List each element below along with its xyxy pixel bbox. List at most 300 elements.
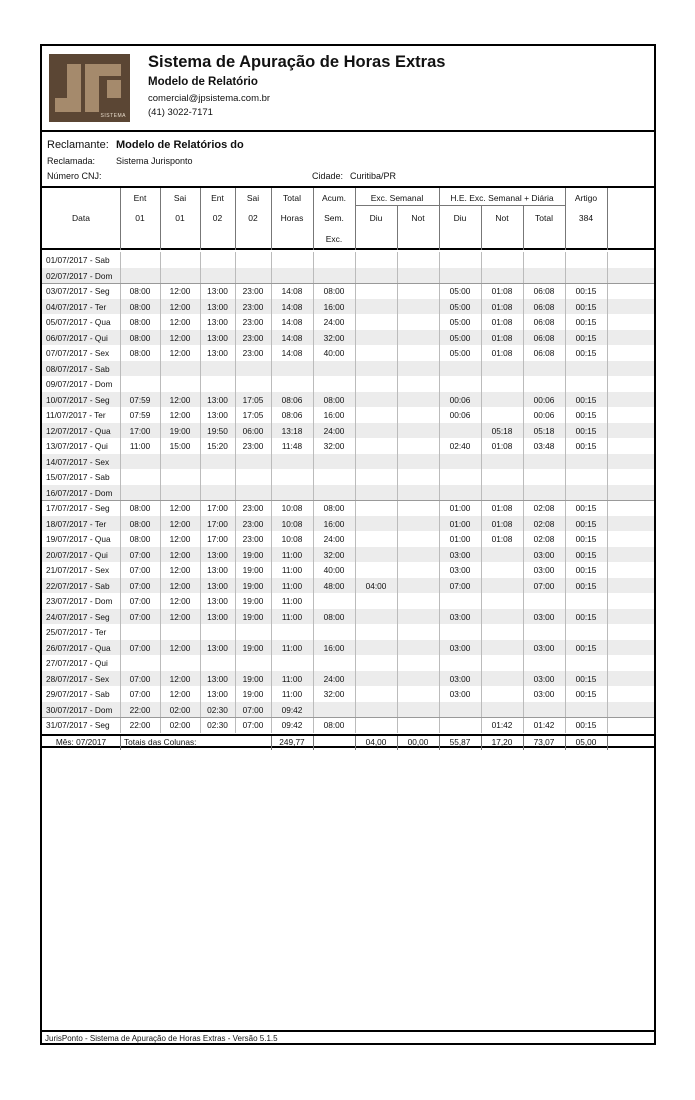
cell-ent02: 13:00	[207, 332, 228, 343]
cell-he-total: 06:08	[533, 332, 555, 343]
cell-ent02: 02:30	[207, 704, 228, 715]
cell-sai02: 07:00	[242, 720, 264, 730]
table-row	[42, 438, 654, 454]
cell-ent01: 08:00	[129, 518, 151, 529]
cell-sai02: 07:00	[242, 704, 264, 715]
cell-artigo: 00:15	[575, 720, 597, 730]
cell-total-horas: 10:08	[281, 518, 303, 529]
cell-he-total: 03:00	[533, 689, 555, 699]
col-acum-a: Acum.	[321, 193, 347, 203]
cell-data: 20/07/2017 - Qui	[46, 549, 108, 560]
cell-artigo: 00:15	[575, 611, 597, 622]
cell-ent02: 13:00	[207, 317, 228, 327]
cell-ent01: 07:00	[129, 565, 151, 575]
table-row	[42, 345, 654, 361]
cell-total-horas: 11:00	[281, 611, 303, 622]
cell-he-diu: 05:00	[449, 301, 471, 312]
company-logo: SISTEMA	[49, 54, 130, 122]
cell-total-horas: 08:06	[281, 410, 303, 420]
cell-acum-sem: 32:00	[323, 441, 345, 451]
cell-data: 30/07/2017 - Dom	[46, 704, 113, 715]
cell-acum-sem: 16:00	[323, 642, 345, 653]
totals-he-not: 17,20	[491, 737, 513, 747]
col-he-total: Total	[535, 213, 553, 223]
cell-ent02: 13:00	[207, 611, 228, 622]
cell-ent02: 13:00	[207, 642, 228, 653]
cell-data: 19/07/2017 - Qua	[46, 534, 111, 544]
table-row	[42, 376, 654, 392]
reclamante-label: Reclamante:	[47, 139, 109, 151]
col-artigo-b: 384	[578, 213, 594, 223]
contact-email: comercial@jpsistema.com.br	[148, 93, 271, 104]
cell-sai01: 12:00	[169, 317, 191, 327]
cell-sai02: 19:00	[242, 580, 264, 591]
table-row	[42, 423, 654, 439]
col-ent02-a: Ent	[211, 193, 224, 203]
cell-artigo: 00:15	[575, 580, 597, 591]
cell-sai01: 19:00	[169, 425, 191, 436]
cell-total-horas: 14:08	[281, 301, 303, 312]
cell-he-diu: 05:00	[449, 348, 471, 358]
col-ent01-a: Ent	[133, 193, 147, 203]
cell-sai02: 19:00	[242, 689, 264, 699]
col-exc-semanal: Exc. Semanal	[370, 193, 424, 203]
table-row	[42, 624, 654, 640]
table-row	[42, 314, 654, 330]
table-row	[42, 640, 654, 656]
cell-sai02: 23:00	[242, 286, 264, 296]
cell-ent02: 13:00	[207, 410, 228, 420]
cell-ent01: 08:00	[129, 503, 151, 513]
cell-data: 10/07/2017 - Seg	[46, 394, 110, 405]
cell-ent02: 19:50	[207, 425, 228, 436]
cell-ent01: 22:00	[129, 704, 151, 715]
cell-he-not: 01:08	[491, 441, 513, 451]
report-page	[40, 44, 656, 1045]
cell-sai02: 23:00	[242, 317, 264, 327]
cell-ent02: 13:00	[207, 565, 228, 575]
cell-data: 04/07/2017 - Ter	[46, 301, 107, 312]
cell-he-diu: 00:06	[449, 394, 471, 405]
cell-he-not: 01:08	[491, 286, 513, 296]
cell-sai01: 12:00	[169, 565, 191, 575]
cell-ent02: 17:00	[207, 518, 228, 529]
cell-sai01: 15:00	[169, 441, 191, 451]
cell-data: 31/07/2017 - Seg	[46, 720, 110, 730]
cell-he-diu: 02:40	[449, 441, 471, 451]
table-row	[42, 252, 654, 268]
cell-ent01: 07:59	[129, 394, 151, 405]
cell-he-not: 01:08	[491, 518, 513, 529]
cell-he-total: 07:00	[533, 580, 555, 591]
totals-exc-diu: 04,00	[365, 737, 387, 747]
cell-sai01: 12:00	[169, 580, 191, 591]
cell-he-total: 03:48	[533, 441, 555, 451]
cell-artigo: 00:15	[575, 301, 597, 312]
cell-ent01: 07:00	[129, 689, 151, 699]
cell-artigo: 00:15	[575, 518, 597, 529]
cell-ent01: 08:00	[129, 301, 151, 312]
cell-artigo: 00:15	[575, 534, 597, 544]
cell-total-horas: 11:00	[281, 673, 303, 684]
col-total-b: Horas	[280, 213, 304, 223]
cell-sai02: 23:00	[242, 301, 264, 312]
cell-artigo: 00:15	[575, 503, 597, 513]
cell-sai02: 23:00	[242, 534, 264, 544]
cell-ent02: 13:00	[207, 394, 228, 405]
cell-artigo: 00:15	[575, 317, 597, 327]
cell-sai01: 12:00	[169, 301, 191, 312]
col-acum-b: Sem.	[324, 213, 344, 223]
cell-he-total: 03:00	[533, 565, 555, 575]
cell-total-horas: 11:00	[281, 596, 303, 606]
report-title: Sistema de Apuração de Horas Extras	[148, 53, 446, 71]
cell-sai01: 12:00	[169, 642, 191, 653]
totals-horas: 249,77	[279, 737, 305, 747]
cell-he-total: 00:06	[533, 394, 555, 405]
cell-sai02: 19:00	[242, 596, 264, 606]
cell-acum-sem: 16:00	[323, 410, 345, 420]
cell-sai01: 02:00	[169, 720, 191, 730]
cell-he-not: 05:18	[491, 425, 513, 436]
cell-ent02: 17:00	[207, 503, 228, 513]
cell-data: 11/07/2017 - Ter	[46, 410, 106, 420]
table-row	[42, 283, 654, 299]
cell-artigo: 00:15	[575, 642, 597, 653]
cell-sai02: 19:00	[242, 673, 264, 684]
cell-sai02: 23:00	[242, 348, 264, 358]
col-total-a: Total	[283, 193, 301, 203]
cell-total-horas: 11:00	[281, 642, 303, 653]
table-row	[42, 268, 654, 284]
cell-he-diu: 03:00	[449, 549, 471, 560]
cell-data: 24/07/2017 - Seg	[46, 611, 110, 622]
table-row	[42, 578, 654, 594]
cell-he-total: 06:08	[533, 286, 555, 296]
cell-acum-sem: 16:00	[323, 518, 345, 529]
cell-ent02: 17:00	[207, 534, 228, 544]
col-sai02-a: Sai	[246, 193, 260, 203]
table-row	[42, 469, 654, 485]
cell-ent01: 17:00	[129, 425, 151, 436]
table-row	[42, 562, 654, 578]
cell-total-horas: 10:08	[281, 534, 303, 544]
contact-phone: (41) 3022-7171	[148, 107, 213, 118]
cell-he-diu: 03:00	[449, 673, 471, 684]
cell-total-horas: 14:08	[281, 317, 303, 327]
cell-ent01: 07:00	[129, 642, 151, 653]
totals-mes: Mês: 07/2017	[55, 737, 107, 747]
cell-artigo: 00:15	[575, 394, 597, 405]
cell-he-diu: 03:00	[449, 565, 471, 575]
cell-he-total: 06:08	[533, 301, 555, 312]
cell-acum-sem: 24:00	[323, 534, 345, 544]
cell-he-total: 06:08	[533, 348, 555, 358]
cell-data: 27/07/2017 - Qui	[46, 658, 108, 668]
cell-sai02: 23:00	[242, 332, 264, 343]
cell-he-not: 01:08	[491, 503, 513, 513]
cell-he-total: 03:00	[533, 642, 555, 653]
report-footer: JurisPonto - Sistema de Apuração de Horas Extras - Versão 5.1.5	[42, 1030, 654, 1045]
table-row	[42, 593, 654, 609]
table-row	[42, 609, 654, 625]
cell-artigo: 00:15	[575, 348, 597, 358]
cell-sai01: 12:00	[169, 503, 191, 513]
cell-data: 23/07/2017 - Dom	[46, 596, 113, 606]
col-artigo-a: Artigo	[574, 193, 598, 203]
cell-he-not: 01:42	[491, 720, 513, 730]
cell-data: 12/07/2017 - Qua	[46, 425, 111, 436]
cell-he-not: 01:08	[491, 301, 513, 312]
cell-sai01: 12:00	[169, 596, 191, 606]
cell-total-horas: 13:18	[281, 425, 303, 436]
cell-he-diu: 03:00	[449, 689, 471, 699]
cell-ent02: 13:00	[207, 596, 228, 606]
col-he-not: Not	[495, 213, 509, 223]
cell-acum-sem: 08:00	[323, 503, 345, 513]
cell-data: 26/07/2017 - Qua	[46, 642, 111, 653]
cell-sai01: 12:00	[169, 534, 191, 544]
cell-ent01: 08:00	[129, 332, 151, 343]
cell-sai01: 12:00	[169, 611, 191, 622]
totals-he-diu: 55,87	[449, 737, 471, 747]
cell-he-diu: 05:00	[449, 317, 471, 327]
table-header	[42, 188, 654, 250]
cell-total-horas: 14:08	[281, 332, 303, 343]
cell-he-total: 03:00	[533, 549, 555, 560]
cell-data: 15/07/2017 - Sab	[46, 472, 110, 482]
cell-he-total: 05:18	[533, 425, 555, 436]
cell-data: 05/07/2017 - Qua	[46, 317, 111, 327]
cell-ent02: 13:00	[207, 301, 228, 312]
cell-data: 09/07/2017 - Dom	[46, 379, 113, 389]
cell-artigo: 00:15	[575, 673, 597, 684]
cell-ent01: 07:00	[129, 596, 151, 606]
col-he-diu: Diu	[453, 213, 467, 223]
cell-ent02: 13:00	[207, 580, 228, 591]
cell-acum-sem: 24:00	[323, 673, 345, 684]
cell-acum-sem: 16:00	[323, 301, 345, 312]
cell-data: 06/07/2017 - Qui	[46, 332, 108, 343]
cell-acum-sem: 32:00	[323, 332, 345, 343]
cell-ent02: 15:20	[207, 441, 228, 451]
cell-he-diu: 03:00	[449, 611, 471, 622]
table-row	[42, 655, 654, 671]
cell-artigo: 00:15	[575, 286, 597, 296]
cell-data: 13/07/2017 - Qui	[46, 441, 108, 451]
cell-acum-sem: 08:00	[323, 611, 345, 622]
cell-ent02: 13:00	[207, 689, 228, 699]
cell-data: 02/07/2017 - Dom	[46, 270, 113, 281]
col-data: Data	[72, 213, 90, 223]
cell-ent01: 07:00	[129, 611, 151, 622]
cell-data: 25/07/2017 - Ter	[46, 627, 107, 637]
cell-sai02: 23:00	[242, 518, 264, 529]
col-exc-not: Not	[411, 213, 425, 223]
cell-acum-sem: 40:00	[323, 348, 345, 358]
cell-sai01: 12:00	[169, 332, 191, 343]
table-row	[42, 516, 654, 532]
table-row	[42, 454, 654, 470]
cell-artigo: 00:15	[575, 689, 597, 699]
totals-exc-not: 00,00	[407, 737, 429, 747]
cell-sai02: 17:05	[242, 410, 264, 420]
cell-total-horas: 14:08	[281, 348, 303, 358]
table-row	[42, 717, 654, 733]
cell-he-total: 01:42	[533, 720, 555, 730]
cidade-value: Curitiba/PR	[350, 171, 397, 181]
cell-sai01: 12:00	[169, 673, 191, 684]
col-sai01-b: 01	[175, 213, 185, 223]
table-row	[42, 392, 654, 408]
totals-label: Totais das Colunas:	[124, 737, 197, 747]
cell-he-total: 02:08	[533, 518, 555, 529]
cell-data: 29/07/2017 - Sab	[46, 689, 110, 699]
cell-artigo: 00:15	[575, 565, 597, 575]
cell-sai02: 19:00	[242, 549, 264, 560]
cell-data: 03/07/2017 - Seg	[46, 286, 110, 296]
cell-sai02: 23:00	[242, 503, 264, 513]
cell-acum-sem: 08:00	[323, 720, 345, 730]
cell-sai01: 02:00	[169, 704, 191, 715]
cell-total-horas: 09:42	[281, 720, 303, 730]
cell-artigo: 00:15	[575, 549, 597, 560]
cell-ent01: 07:59	[129, 410, 151, 420]
col-sai01-a: Sai	[173, 193, 187, 203]
cell-he-total: 02:08	[533, 503, 555, 513]
cell-he-not: 01:08	[491, 534, 513, 544]
cell-ent01: 11:00	[129, 441, 151, 451]
cell-total-horas: 11:48	[281, 441, 303, 451]
cell-he-diu: 00:06	[449, 410, 471, 420]
cell-sai01: 12:00	[169, 410, 191, 420]
report-header	[42, 46, 654, 132]
cell-data: 22/07/2017 - Sab	[46, 580, 110, 591]
cell-sai01: 12:00	[169, 549, 191, 560]
cell-artigo: 00:15	[575, 425, 597, 436]
table-row	[42, 686, 654, 702]
cell-he-total: 03:00	[533, 611, 555, 622]
cell-total-horas: 11:00	[281, 565, 303, 575]
cell-total-horas: 08:06	[281, 394, 303, 405]
table-row	[42, 361, 654, 377]
cell-he-diu: 01:00	[449, 534, 471, 544]
totals-he-total: 73,07	[533, 737, 555, 747]
cell-acum-sem: 24:00	[323, 317, 345, 327]
cidade-label: Cidade:	[312, 171, 344, 181]
table-row	[42, 702, 654, 718]
cell-data: 08/07/2017 - Sab	[46, 363, 110, 374]
cell-data: 21/07/2017 - Sex	[46, 565, 110, 575]
col-exc-diu: Diu	[369, 213, 383, 223]
col-he-group: H.E. Exc. Semanal + Diária	[450, 193, 554, 203]
cell-artigo: 00:15	[575, 332, 597, 343]
cell-ent02: 02:30	[207, 720, 228, 730]
cell-total-horas: 11:00	[281, 689, 303, 699]
col-ent01-b: 01	[135, 213, 145, 223]
cell-sai01: 12:00	[169, 286, 191, 296]
cell-sai02: 17:05	[242, 394, 264, 405]
cell-he-diu: 05:00	[449, 286, 471, 296]
cell-ent01: 07:00	[129, 549, 151, 560]
col-acum-c: Exc.	[325, 234, 343, 244]
cell-he-total: 00:06	[533, 410, 555, 420]
cell-ent01: 08:00	[129, 348, 151, 358]
cell-data: 17/07/2017 - Seg	[46, 503, 110, 513]
col-ent02-b: 02	[212, 213, 223, 223]
cell-sai02: 23:00	[242, 441, 264, 451]
cell-ent01: 07:00	[129, 673, 151, 684]
table-row	[42, 547, 654, 563]
cell-ent01: 08:00	[129, 317, 151, 327]
reclamante-value: Modelo de Relatórios do	[116, 139, 244, 151]
cell-data: 28/07/2017 - Sex	[46, 673, 110, 684]
cell-he-diu: 07:00	[449, 580, 471, 591]
cell-sai01: 12:00	[169, 518, 191, 529]
cell-exc-diu: 04:00	[365, 580, 387, 591]
cell-ent01: 08:00	[129, 286, 151, 296]
case-info	[42, 132, 654, 188]
cell-he-diu: 05:00	[449, 332, 471, 343]
cell-sai01: 12:00	[169, 689, 191, 699]
cell-ent02: 13:00	[207, 348, 228, 358]
cell-acum-sem: 32:00	[323, 549, 345, 560]
reclamada-label: Reclamada:	[47, 156, 96, 166]
cell-ent02: 13:00	[207, 549, 228, 560]
cell-he-not: 01:08	[491, 332, 513, 343]
cell-data: 14/07/2017 - Sex	[46, 456, 110, 467]
table-row	[42, 485, 654, 501]
cell-total-horas: 11:00	[281, 580, 303, 591]
cell-artigo: 00:15	[575, 410, 597, 420]
cell-sai02: 19:00	[242, 565, 264, 575]
totals-artigo: 05,00	[575, 737, 597, 747]
cell-acum-sem: 48:00	[323, 580, 345, 591]
table-row	[42, 299, 654, 315]
table-row	[42, 330, 654, 346]
cell-data: 18/07/2017 - Ter	[46, 518, 107, 529]
cell-sai02: 19:00	[242, 611, 264, 622]
cell-data: 16/07/2017 - Dom	[46, 487, 113, 498]
cell-acum-sem: 08:00	[323, 394, 345, 405]
cell-ent01: 07:00	[129, 580, 151, 591]
cell-total-horas: 10:08	[281, 503, 303, 513]
cnj-label: Número CNJ:	[47, 171, 102, 181]
cell-sai02: 06:00	[242, 425, 264, 436]
cell-he-diu: 03:00	[449, 642, 471, 653]
cell-he-total: 02:08	[533, 534, 555, 544]
cell-he-total: 06:08	[533, 317, 555, 327]
cell-acum-sem: 32:00	[323, 689, 345, 699]
cell-he-diu: 01:00	[449, 503, 471, 513]
cell-sai01: 12:00	[169, 394, 191, 405]
table-row	[42, 531, 654, 547]
cell-he-diu: 01:00	[449, 518, 471, 529]
cell-total-horas: 09:42	[281, 704, 303, 715]
cell-acum-sem: 24:00	[323, 425, 345, 436]
cell-ent01: 08:00	[129, 534, 151, 544]
cell-ent01: 22:00	[129, 720, 151, 730]
totals-row	[42, 734, 654, 748]
cell-artigo: 00:15	[575, 441, 597, 451]
cell-total-horas: 14:08	[281, 286, 303, 296]
table-row	[42, 407, 654, 423]
report-subtitle: Modelo de Relatório	[148, 76, 258, 88]
cell-sai01: 12:00	[169, 348, 191, 358]
table-row	[42, 500, 654, 516]
table-row	[42, 671, 654, 687]
cell-he-not: 01:08	[491, 317, 513, 327]
